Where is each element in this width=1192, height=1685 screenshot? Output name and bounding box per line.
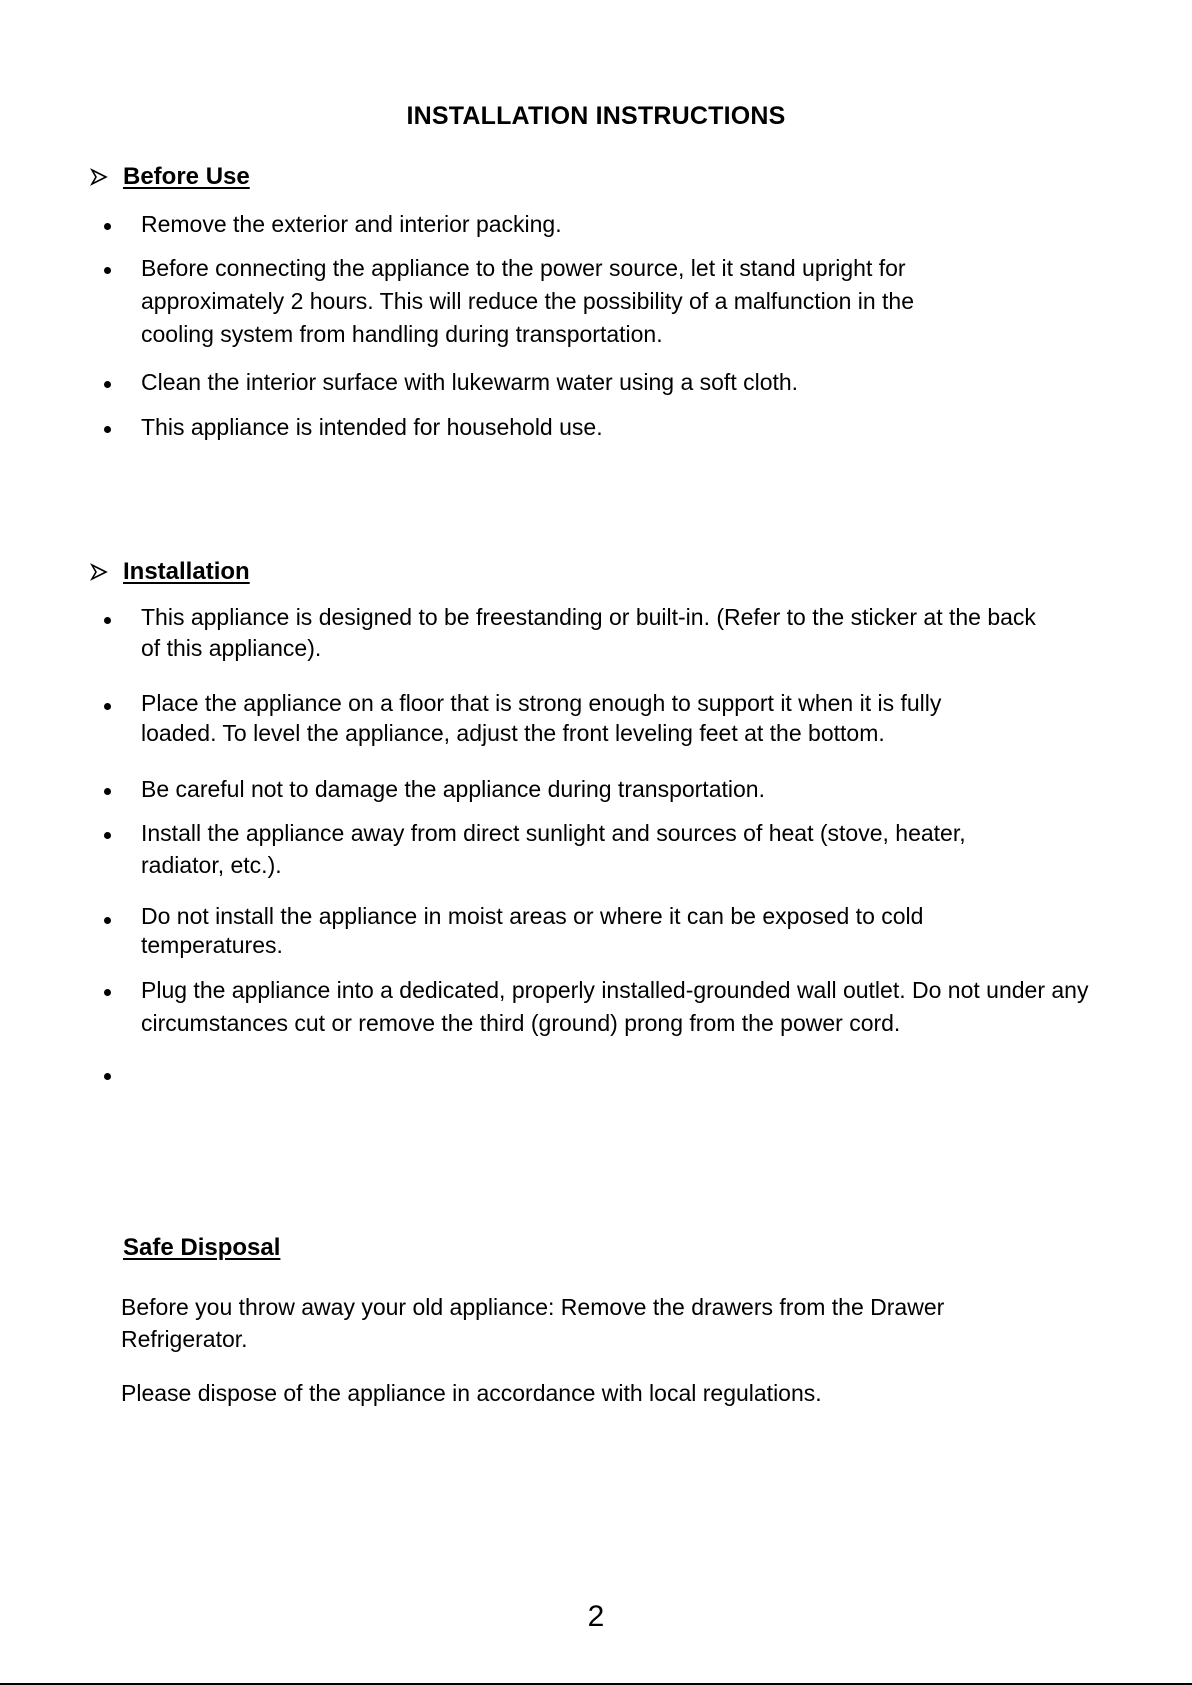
section-heading-installation (90, 558, 250, 586)
list-item-text: This appliance is designed to be freestanding or built-in. (Refer to the sticker at the back of this appliance). (141, 604, 1036, 661)
bullet-icon (104, 989, 111, 996)
bullet-icon (104, 381, 111, 388)
bullet-icon (104, 1073, 111, 1080)
list-item-text: Remove the exterior and interior packing. (141, 211, 562, 237)
arrow-bullet-icon (90, 168, 108, 186)
list-item-text: Be careful not to damage the appliance during transportation. (141, 776, 765, 802)
safe-disposal-paragraph: Before you throw away your old appliance: Remove the drawers from the Drawer Refrigerator. (121, 1294, 945, 1352)
bullet-icon (104, 832, 111, 839)
list-item-text: Install the appliance away from direct sunlight and sources of heat (stove, heater, radiator, etc.). (141, 820, 966, 878)
list-item-text: Clean the interior surface with lukewarm water using a soft cloth. (141, 369, 799, 395)
section-heading-before-use (90, 163, 250, 191)
bullet-icon (104, 917, 111, 924)
bullet-icon (104, 223, 111, 230)
bullet-icon (104, 617, 111, 624)
section-heading-label: Before Use (123, 163, 250, 190)
section-heading-label: Installation (123, 558, 250, 585)
bullet-icon (104, 267, 111, 274)
list-item-text: Do not install the appliance in moist areas or where it can be exposed to cold temperatures. (141, 903, 924, 958)
list-item-text: Plug the appliance into a dedicated, properly installed-grounded wall outlet. Do not under any circumstances cut or remove the third (ground) prong from the power cord. (141, 977, 1089, 1036)
arrow-bullet-icon (90, 563, 108, 581)
bullet-icon (104, 426, 111, 433)
page-number: 2 (587, 1600, 605, 1633)
safe-disposal-heading: Safe Disposal (123, 1234, 281, 1261)
list-item-text: Before connecting the appliance to the power source, let it stand upright for approximately 2 hours. This will reduce the possibility of a malfunction in the cooling system from handling during transportation. (141, 255, 915, 347)
list-item-text: This appliance is intended for household use. (141, 414, 603, 440)
bullet-icon (104, 703, 111, 710)
safe-disposal-paragraph: Please dispose of the appliance in accordance with local regulations. (121, 1380, 822, 1406)
bullet-icon (104, 788, 111, 795)
page-title: INSTALLATION INSTRUCTIONS (406, 102, 786, 130)
list-item-text: Place the appliance on a floor that is strong enough to support it when it is fully loaded. To level the appliance, adjust the front leveling feet at the bottom. (141, 690, 942, 746)
